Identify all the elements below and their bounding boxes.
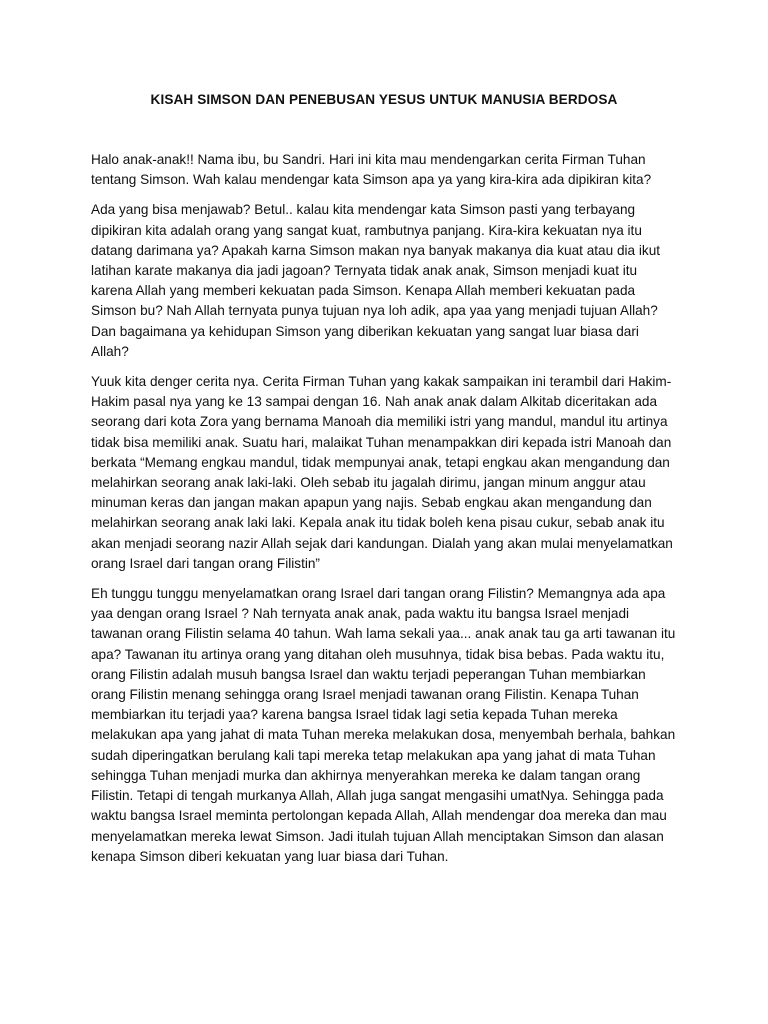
document-title: KISAH SIMSON DAN PENEBUSAN YESUS UNTUK MANUSIA BERDOSA <box>150 92 618 107</box>
paragraph-1: Halo anak-anak!! Nama ibu, bu Sandri. Hari ini kita mau mendengarkan cerita Firman Tuhan tentang Simson. Wah kalau mendengar kata Simson apa ya yang kira-kira ada dipikiran kita? <box>91 152 652 188</box>
document-body <box>91 150 677 877</box>
paragraph-4: Eh tunggu tunggu menyelamatkan orang Israel dari tangan orang Filistin? Memangnya ada apa yaa dengan orang Israel ? Nah ternyata anak anak, pada waktu itu bangsa Israel menjadi tawanan orang Filistin selama 40 tahun. Wah lama sekali yaa... anak anak tau ga arti tawanan itu apa? Tawanan itu artinya orang yang ditahan oleh musuhnya, tidak bisa bebas. Pada waktu itu, orang Filistin adalah musuh bangsa Israel dan waktu terjadi peperangan Tuhan membiarkan orang Filistin menang sehingga orang Israel menjadi tawanan orang Filistin. Kenapa Tuhan membiarkan itu terjadi yaa? karena bangsa Israel tidak lagi setia kepada Tuhan mereka melakukan apa yang jahat di mata Tuhan mereka melakukan dosa, menyembah berhala, bahkan sudah diperingatkan berulang kali tapi mereka tetap melakukan apa yang jahat di mata Tuhan sehingga Tuhan menjadi murka dan akhirnya menyerahkan mereka ke dalam tangan orang Filistin. Tetapi di tengah murkanya Allah, Allah juga sangat mengasihi umatNya. Sehingga pada waktu bangsa Israel meminta pertolongan kepada Allah, Allah mendengar doa mereka dan mau menyelamatkan mereka lewat Simson. Jadi itulah tujuan Allah menciptakan Simson dan alasan kenapa Simson diberi kekuatan yang luar biasa dari Tuhan. <box>91 586 676 864</box>
paragraph-3: Yuuk kita denger cerita nya. Cerita Firman Tuhan yang kakak sampaikan ini terambil dari Hakim-Hakim pasal nya yang ke 13 sampai dengan 16. Nah anak anak dalam Alkitab diceritakan ada seorang dari kota Zora yang bernama Manoah dia memiliki istri yang mandul, mandul itu artinya tidak bisa memiliki anak. Suatu hari, malaikat Tuhan menampakkan diri kepada istri Manoah dan berkata “Memang engkau mandul, tidak mempunyai anak, tetapi engkau akan mengandung dan melahirkan seorang anak laki-laki. Oleh sebab itu jagalah dirimu, jangan minum anggur atau minuman keras dan jangan makan apapun yang najis. Sebab engkau akan mengandung dan melahirkan seorang anak laki laki. Kepala anak itu tidak boleh kena pisau cukur, sebab anak itu akan menjadi seorang nazir Allah sejak dari kandungan. Dialah yang akan mulai menyelamatkan orang Israel dari tangan orang Filistin” <box>91 374 673 571</box>
paragraph-2: Ada yang bisa menjawab? Betul.. kalau kita mendengar kata Simson pasti yang terbayang dipikiran kita adalah orang yang sangat kuat, rambutnya panjang. Kira-kira kekuatan nya itu datang darimana ya? Apakah karna Simson makan nya banyak makanya dia kuat atau dia ikut latihan karate makanya dia jadi jagoan? Ternyata tidak anak anak, Simson menjadi kuat itu karena Allah yang memberi kekuatan pada Simson. Kenapa Allah memberi kekuatan pada Simson bu? Nah Allah ternyata punya tujuan nya loh adik, apa yaa yang menjadi tujuan Allah? Dan bagaimana ya kehidupan Simson yang diberikan kekuatan yang sangat luar biasa dari Allah? <box>91 202 661 359</box>
